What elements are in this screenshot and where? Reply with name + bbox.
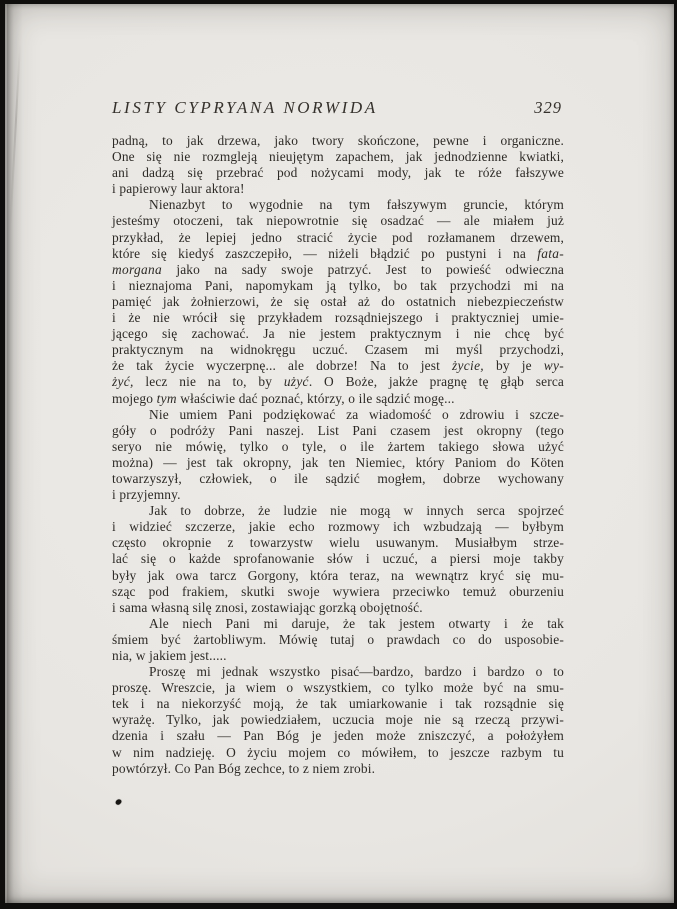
- text-line: Nienazbyt to wygodnie na tym fałszywym gruncie, którym: [149, 197, 564, 213]
- text-line: ani dadzą się przebrać pod nożycami mody, jak te róże fałszywe: [112, 165, 564, 181]
- text-line: proszę. Wreszcie, ja wiem o wszystkiem, co tylko może być na smu-: [112, 680, 564, 696]
- text-line: Proszę mi jednak wszystko pisać—bardzo, bardzo i bardzo o to: [149, 664, 564, 680]
- text-line: często okropnie z towarzystw wielu usuwanym. Musiałbym strze-: [112, 535, 564, 551]
- text-line: jesteśmy otoczeni, tak niepowrotnie się osadzać — ale miałem już: [112, 213, 564, 229]
- text-line: praktycznym na widnokręgu uczuć. Czasem mi myśl przychodzi,: [112, 342, 564, 358]
- text-line: żyć, lecz nie na to, by użyć. O Boże, jakże pragnę tę głąb serca: [112, 374, 565, 390]
- text-line: i papierowy laur aktora!: [112, 181, 245, 197]
- text-line: przykład, że lepiej jedno stracić życie pod rozłamanem drzewem,: [112, 229, 564, 245]
- text-line: góły o podróży Pani naszej. List Pani czasem jest okropny (tego: [112, 422, 564, 438]
- text-line: i że nie wrócił się przykładem rozsądniejszego i praktyczniej umie-: [112, 310, 564, 326]
- text-line: sząc pod frakiem, skutki swoje wywiera przeciwko temuż oburzeniu: [112, 583, 564, 599]
- text-line: śmiem być żartobliwym. Mówię tutaj o prawdach co do usposobie-: [112, 631, 564, 647]
- text-line: i sama własną silę znosi, zostawiając gorzką obojętność.: [112, 599, 423, 615]
- text-line: i widzieć szczerze, jakie echo rozmowy ich wzbudzają — byłbym: [112, 519, 564, 535]
- running-title: LISTY CYPRYANA NORWIDA: [112, 98, 378, 117]
- page-header: [112, 98, 564, 118]
- text-line: jącego się zachować. Ja nie jestem praktycznym i nie chcę być: [112, 326, 564, 342]
- book-page: [5, 4, 674, 903]
- text-line: Ale niech Pani mi daruje, że tak jestem otwarty i że tak: [149, 615, 564, 631]
- text-line: wyrażę. Tylko, jak powiedziałem, uczucia moje nie są rzeczą przywi-: [112, 712, 564, 728]
- ink-speck: [115, 798, 123, 806]
- text-line: pamięć jak żołnierzowi, że się ostał aż do ostatnich niebezpieczeństw: [112, 293, 564, 309]
- paragraph: [112, 197, 564, 406]
- text-line: lać się o każde sprofanowanie słów i uczuć, a piersi moje takby: [112, 551, 564, 567]
- text-block: [112, 98, 564, 777]
- letter-body: [112, 133, 564, 777]
- text-line: i nieznajoma Pani, napomykam ją tylko, bo tak przychodzi mi na: [112, 277, 564, 293]
- text-line: towarzyszył, człowiek, o ile sądzić mogłem, dobrze wychowany: [112, 470, 564, 486]
- text-line: były jak owa tarcz Gorgony, która teraz, na wewnątrz kryć się mu-: [112, 567, 564, 583]
- text-line: powtórzył. Co Pan Bóg zechce, to z niem zrobi.: [112, 760, 376, 776]
- text-line: że tak życie wyczerpnę... ale dobrze! Na to jest życie, by je wy-: [112, 358, 564, 374]
- text-line: w nim nadzieję. O życiu mojem co mówiłem, to jeszcze razbym tu: [112, 744, 564, 760]
- paragraph: [112, 664, 564, 777]
- text-line: i przyjemny.: [112, 487, 181, 503]
- text-line: padną, to jak drzewa, jako twory skończone, pewne i organiczne.: [112, 133, 564, 148]
- text-line: Nie umiem Pani podziękować za wiadomość o zdrowiu i szcze-: [149, 406, 564, 422]
- text-line: dzenia i szału — Pan Bóg je jeden może zniszczyć, a położyłem: [112, 728, 564, 744]
- text-line: Jak to dobrze, że ludzie nie mogą w innych serca spojrzeć: [149, 503, 564, 519]
- text-line: które się kiedyś zaszczepiło, — niżeli błądzić po pustyni i na fata-: [112, 245, 564, 261]
- page-crease: [9, 44, 21, 234]
- paragraph: [112, 407, 564, 504]
- text-line: One się nie rozmgleją nieujętym zapachem, jak jednodzienne kwiatki,: [112, 149, 564, 165]
- text-line: morgana jako na sady swoje patrzyć. Jest to powieść odwieczna: [112, 261, 564, 277]
- paragraph: [112, 503, 564, 616]
- paragraph: [112, 616, 564, 664]
- text-line: seryo nie mówię, tylko o tyle, o ile żartem takiego słowa użyć: [112, 438, 564, 454]
- paragraph: [112, 133, 564, 197]
- page-number: 329: [534, 98, 562, 117]
- text-line: mojego tym właściwie dać poznać, którzy, o ile sądzić mogę...: [112, 390, 455, 406]
- text-line: można) — jest tak okropny, jak ten Niemiec, który Paniom do Köten: [112, 454, 564, 470]
- text-line: tek i na niekorzyść moją, że tak umiarkowanie i tak rozsądnie się: [112, 696, 564, 712]
- text-line: nia, w jakiem jest.....: [112, 648, 227, 663]
